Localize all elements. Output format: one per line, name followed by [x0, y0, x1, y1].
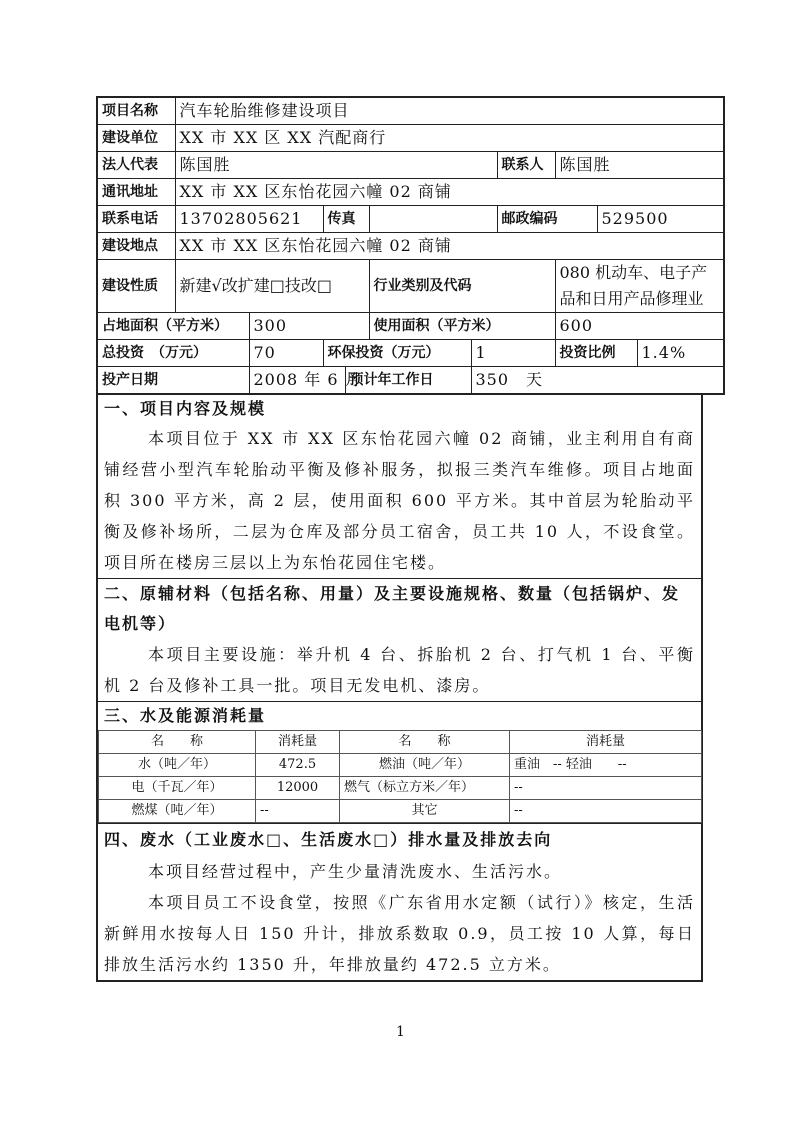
unit-value: XX 市 XX 区 XX 汽配商行 — [175, 125, 724, 152]
section-energy — [96, 702, 703, 824]
energy-cell: 12000 — [256, 777, 340, 800]
energy-cell: -- — [510, 777, 702, 800]
industry-label: 行业类别及代码 — [369, 260, 555, 313]
section2-text: 本项目主要设施：举升机 4 台、拆胎机 2 台、打气机 1 台、平衡机 2 台及修补工具一批。项目无发电机、漆房。 — [104, 645, 695, 695]
legal-rep-value: 陈国胜 — [175, 152, 497, 179]
energy-table — [98, 730, 702, 823]
energy-header: 名 称 — [99, 731, 256, 754]
page-number: 1 — [396, 1024, 405, 1040]
unit-label: 建设单位 — [97, 125, 175, 152]
env-invest-label: 环保投资（万元） — [323, 340, 471, 367]
address-label: 通讯地址 — [97, 179, 175, 206]
energy-header: 消耗量 — [256, 731, 340, 754]
project-name-label: 项目名称 — [97, 97, 175, 125]
use-area-label: 使用面积（平方米） — [369, 313, 555, 340]
section1-text: 本项目位于 XX 市 XX 区东怡花园六幢 02 商铺，业主利用自有商铺经营小型汽车轮胎动平衡及修补服务，拟报三类汽车维修。项目占地面积 300 平方米，高 2 层，使用面积 600 平方米。其中首层为轮胎动平衡及修补场所，二层为仓库及部分员工宿舍，员工共 10 人，不设食堂。项目所在楼房三层以上为东怡花园住宅楼。 — [104, 429, 695, 572]
energy-cell: 重油 -- 轻油 -- — [510, 754, 702, 777]
ratio-label: 投资比例 — [555, 340, 637, 367]
project-info-table — [96, 96, 725, 395]
land-area-label: 占地面积（平方米） — [97, 313, 249, 340]
nature-value: 新建√改扩建□技改□ — [175, 260, 369, 313]
energy-row — [99, 754, 702, 777]
section1-title: 一、项目内容及规模 — [104, 399, 267, 418]
energy-cell: 472.5 — [256, 754, 340, 777]
env-invest-value: 1 — [471, 340, 555, 367]
start-date-value: 2008 年 6 月 — [249, 367, 345, 395]
energy-cell: 燃油（吨／年） — [340, 754, 510, 777]
energy-row — [99, 800, 702, 823]
ratio-value: 1.4% — [637, 340, 724, 367]
energy-cell: -- — [510, 800, 702, 823]
industry-value: 080 机动车、电子产品和日用产品修理业 — [555, 260, 724, 313]
total-invest-value: 70 — [249, 340, 323, 367]
section4-p2: 本项目员工不设食堂，按照《广东省用水定额（试行）》核定，生活新鲜用水按每人日 150 升计，排放系数取 0.9，员工按 10 人算，每日排放生活污水约 1350 升，年排放量约 472.5 立方米。 — [104, 893, 695, 974]
section2-title: 二、原辅材料（包括名称、用量）及主要设施规格、数量（包括锅炉、发电机等） — [104, 584, 681, 633]
postcode-value: 529500 — [597, 206, 724, 233]
energy-cell: 电（千瓦／年） — [99, 777, 256, 800]
legal-rep-label: 法人代表 — [97, 152, 175, 179]
fax-value — [369, 206, 497, 233]
workdays-label: 预计年工作日 — [345, 367, 471, 395]
postcode-label: 邮政编码 — [497, 206, 597, 233]
section3-title: 三、水及能源消耗量 — [104, 706, 267, 725]
nature-label: 建设性质 — [97, 260, 175, 313]
site-label: 建设地点 — [97, 233, 175, 260]
site-value: XX 市 XX 区东怡花园六幢 02 商铺 — [175, 233, 724, 260]
form-page — [96, 96, 708, 982]
energy-cell: 燃煤（吨／年） — [99, 800, 256, 823]
section-wastewater — [96, 824, 703, 982]
energy-cell: 其它 — [340, 800, 510, 823]
phone-label: 联系电话 — [97, 206, 175, 233]
energy-cell: 燃气（标立方米／年） — [340, 777, 510, 800]
address-value: XX 市 XX 区东怡花园六幢 02 商铺 — [175, 179, 724, 206]
energy-row — [99, 777, 702, 800]
workdays-value: 350 天 — [471, 367, 724, 395]
use-area-value: 600 — [555, 313, 724, 340]
energy-header: 名 称 — [340, 731, 510, 754]
contact-label: 联系人 — [497, 152, 555, 179]
energy-header: 消耗量 — [510, 731, 702, 754]
energy-cell: 水（吨／年） — [99, 754, 256, 777]
contact-value: 陈国胜 — [555, 152, 724, 179]
section4-p1: 本项目经营过程中，产生少量清洗废水、生活污水。 — [148, 862, 563, 881]
land-area-value: 300 — [249, 313, 369, 340]
total-invest-label: 总投资 （万元） — [97, 340, 249, 367]
energy-cell: -- — [256, 800, 340, 823]
energy-header-row — [99, 731, 702, 754]
section-project-content — [96, 395, 703, 579]
section-materials — [96, 579, 703, 702]
fax-label: 传真 — [323, 206, 369, 233]
section4-title: 四、废水（工业废水□、生活废水□）排水量及排放去向 — [104, 830, 553, 849]
project-name: 汽车轮胎维修建设项目 — [175, 97, 724, 125]
start-date-label: 投产日期 — [97, 367, 249, 395]
phone-value: 13702805621 — [175, 206, 323, 233]
